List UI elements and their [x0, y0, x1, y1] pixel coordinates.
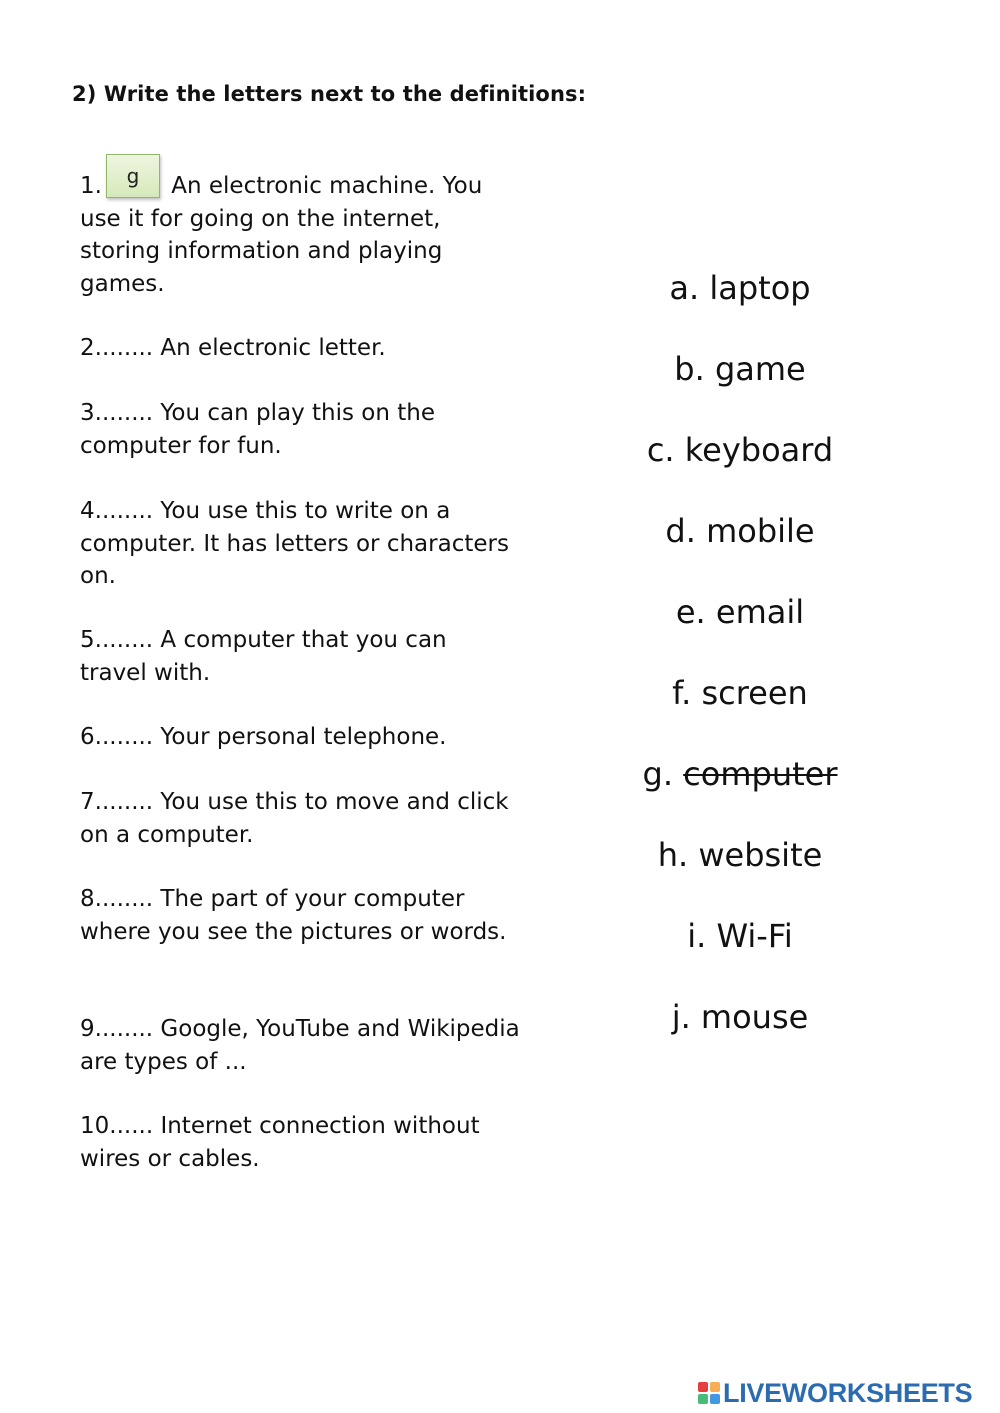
definition-8-number[interactable]: 8........: [80, 886, 154, 912]
word-a: a. laptop: [669, 269, 811, 307]
definition-3: [80, 397, 520, 462]
definition-4: [80, 495, 520, 593]
liveworksheets-logo-text: LIVEWORKSHEETS: [723, 1377, 973, 1408]
definition-2-number[interactable]: 2........: [80, 335, 154, 361]
liveworksheets-logo: [698, 1378, 972, 1408]
definition-8: [80, 883, 520, 948]
definition-10: [80, 1110, 520, 1175]
word-j: j. mouse: [671, 998, 809, 1036]
definition-7-number[interactable]: 7........: [80, 789, 154, 815]
definition-10-number[interactable]: 10......: [80, 1113, 154, 1139]
definition-8-text: The part of your computer where you see the pictures or words.: [80, 886, 507, 945]
liveworksheets-logo-icon: [698, 1382, 720, 1404]
definition-2: [80, 332, 520, 365]
word-f: f. screen: [672, 674, 808, 712]
definition-5-number[interactable]: 5........: [80, 627, 154, 653]
definition-6-number[interactable]: 6........: [80, 724, 154, 750]
definition-10-text: Internet connection without wires or cables.: [80, 1113, 480, 1172]
definition-2-text: An electronic letter.: [153, 335, 386, 361]
answer-input-1[interactable]: [106, 154, 160, 198]
definition-9-number[interactable]: 9........: [80, 1016, 154, 1042]
definition-7-text: You use this to move and click on a computer.: [80, 789, 509, 848]
word-b: b. game: [674, 350, 806, 388]
definition-6: [80, 721, 520, 754]
definition-5-text: A computer that you can travel with.: [80, 627, 447, 686]
definition-4-text: You use this to write on a computer. It has letters or characters on.: [80, 498, 509, 589]
word-i: i. Wi-Fi: [687, 917, 793, 955]
definition-6-text: Your personal telephone.: [153, 724, 447, 750]
instruction-heading: 2) Write the letters next to the definitions:: [72, 82, 587, 106]
definition-1-number: 1.: [80, 173, 102, 199]
word-d: d. mobile: [665, 512, 815, 550]
word-h: h. website: [657, 836, 823, 874]
word-g: g. computer: [642, 755, 838, 793]
definition-9: [80, 1013, 520, 1078]
used-word-strikethrough: computer: [683, 755, 838, 793]
definition-1-text: An electronic machine. You use it for going on the internet, storing information and playing games.: [80, 173, 483, 297]
definition-3-text: You can play this on the computer for fun.: [80, 400, 436, 459]
word-c: c. keyboard: [646, 431, 834, 469]
definition-7: [80, 786, 520, 851]
definition-5: [80, 624, 520, 689]
definition-4-number[interactable]: 4........: [80, 498, 154, 524]
definition-3-number[interactable]: 3........: [80, 400, 154, 426]
definition-9-text: Google, YouTube and Wikipedia are types of ...: [80, 1016, 520, 1075]
word-e: e. email: [675, 593, 805, 631]
